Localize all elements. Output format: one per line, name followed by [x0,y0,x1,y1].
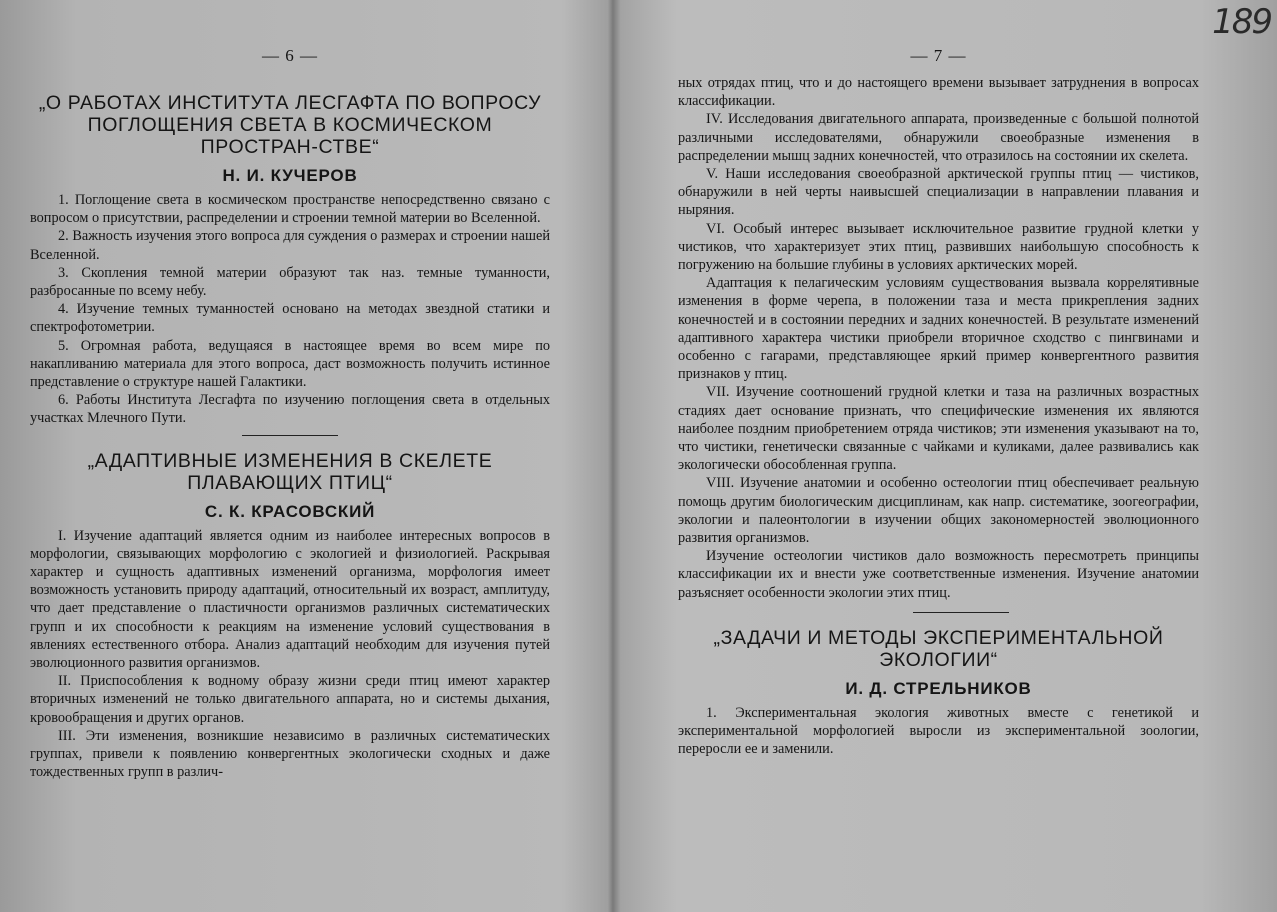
paragraph: 5. Огромная работа, ведущаяся в настоящее время во всем мире по накапливанию материала для этого вопроса, даст возможность получить истинное представление о структуре нашей Галактики. [30,337,550,391]
paragraph: 1. Экспериментальная экология животных вместе с генетикой и экспериментальной морфологией выросли из экспериментальной зоологии, переросли ее и заменили. [678,704,1199,758]
section-title: „ЗАДАЧИ И МЕТОДЫ ЭКСПЕРИМЕНТАЛЬНОЙ ЭКОЛОГИИ“ [713,626,1164,671]
section-divider [913,612,1009,613]
paragraph: 1. Поглощение света в космическом пространстве непосредственно связано с вопросом о присутствии, распределении и строении темной материи во Вселенной. [30,192,550,227]
paragraph: 2. Важность изучения этого вопроса для суждения о размерах и строении нашей Вселенной. [30,228,550,263]
paragraph: 6. Работы Института Лесгафта по изучению поглощения света в отдельных участках Млечного Пути. [30,392,550,427]
section-title: „О РАБОТАХ ИНСТИТУТА ЛЕСГАФТА ПО ВОПРОСУ ПОГЛОЩЕНИЯ СВЕТА В КОСМИЧЕСКОМ ПРОСТРАН-СТВЕ“ [38,92,542,158]
paragraph: 4. Изучение темных туманностей основано на методах звездной статики и спектрофотометрии. [30,301,550,336]
paragraph: Изучение остеологии чистиков дало возможность пересмотреть принципы классификации их и внести уже соответственные изменения. Изучение анатомии разъясняет особенности экологии этих птиц. [678,548,1199,601]
paragraph: I. Изучение адаптаций является одним из наиболее интересных вопросов в морфологии, связывающих морфологию с экологией и физиологией. Раскрывая характер и сущность адаптивных изменений организма, морфология имеет возможность установить природу адаптаций, относительный их возраст, амплитуду, что дает представление о пластичности организмов различных систематических групп и их способности к реакциям на изменение условий существования в явлениях естественного отбора. Анализ адаптаций необходим для изучения путей эволюционного развития организмов. [30,527,550,672]
paragraph: Адаптация к пелагическим условиям существования вызвала коррелятивные изменения в форме черепа, в положении таза и места прикрепления задних конечностей и в состоянии передних и задних конечностей. В результате изменений адаптивного характера чистики приобрели вторичное сходство с пингвинами и особенно с гагарами, представляющее яркий пример конвергентного развития признаков у птиц. [678,275,1199,383]
handwritten-folio-number: 189 [1212,2,1271,42]
paragraph: V. Наши исследования своеобразной арктической группы птиц — чистиков, обнаружили в ней черты наивысшей специализации в направлении плавания и ныряния. [678,166,1199,219]
section-title: „АДАПТИВНЫЕ ИЗМЕНЕНИЯ В СКЕЛЕТЕ ПЛАВАЮЩИХ ПТИЦ“ [87,449,493,494]
page-number: — 7 — [910,46,967,65]
paragraph: IV. Исследования двигательного аппарата, произведенные с большой полнотой различными исследователями, обнаружили своеобразные изменения в распределении мышц задних конечностей, что отразилось на состоянии их скелета. [678,111,1199,164]
paragraph: II. Приспособления к водному образу жизни среди птиц имеют характер вторичных изменений не только двигательного аппарата, но и системы дыхания, кровообращения и других органов. [30,673,550,726]
paragraph-continuation: ных отрядах птиц, что и до настоящего времени вызывает затруднения в вопросах классификации. [678,75,1199,110]
paragraph: VI. Особый интерес вызывает исключительное развитие грудной клетки у чистиков, что характеризует этих птиц, развивших наибольшую способность к погружению на большие глубины в условиях арктических морей. [678,220,1199,274]
paragraph: 3. Скопления темной материи образуют так наз. темные туманности, разбросанные по всему небу. [30,264,550,300]
paragraph: III. Эти изменения, возникшие независимо в различных систематических группах, привели к появлению конвергентных экологически сходных и даже тождественных групп в различ- [30,727,550,781]
left-page [0,0,612,912]
right-page [622,0,1277,912]
section-divider [242,435,338,436]
page-number: — 6 — [262,46,318,65]
section-author: С. К. КРАСОВСКИЙ [204,501,376,521]
section-author: И. Д. СТРЕЛЬНИКОВ [845,678,1032,698]
paragraph: VIII. Изучение анатомии и особенно остеологии птиц обеспечивает реальную помощь другим биологическим дисциплинам, как напр. систематике, зоогеографии, экологии и палеонтологии в изучении общих закономерностей эволюционного развития организмов. [678,475,1199,547]
section-author: Н. И. КУЧЕРОВ [222,166,358,185]
paragraph: VII. Изучение соотношений грудной клетки и таза на различных возрастных стадиях дает основание признать, что специфические изменения их являются наиболее поздним приобретением отряда чистиков; эти изменения указывают на то, что чистики, генетически связанные с чайками и куликами, далее развивались как экологически обособленная группа. [678,384,1199,474]
